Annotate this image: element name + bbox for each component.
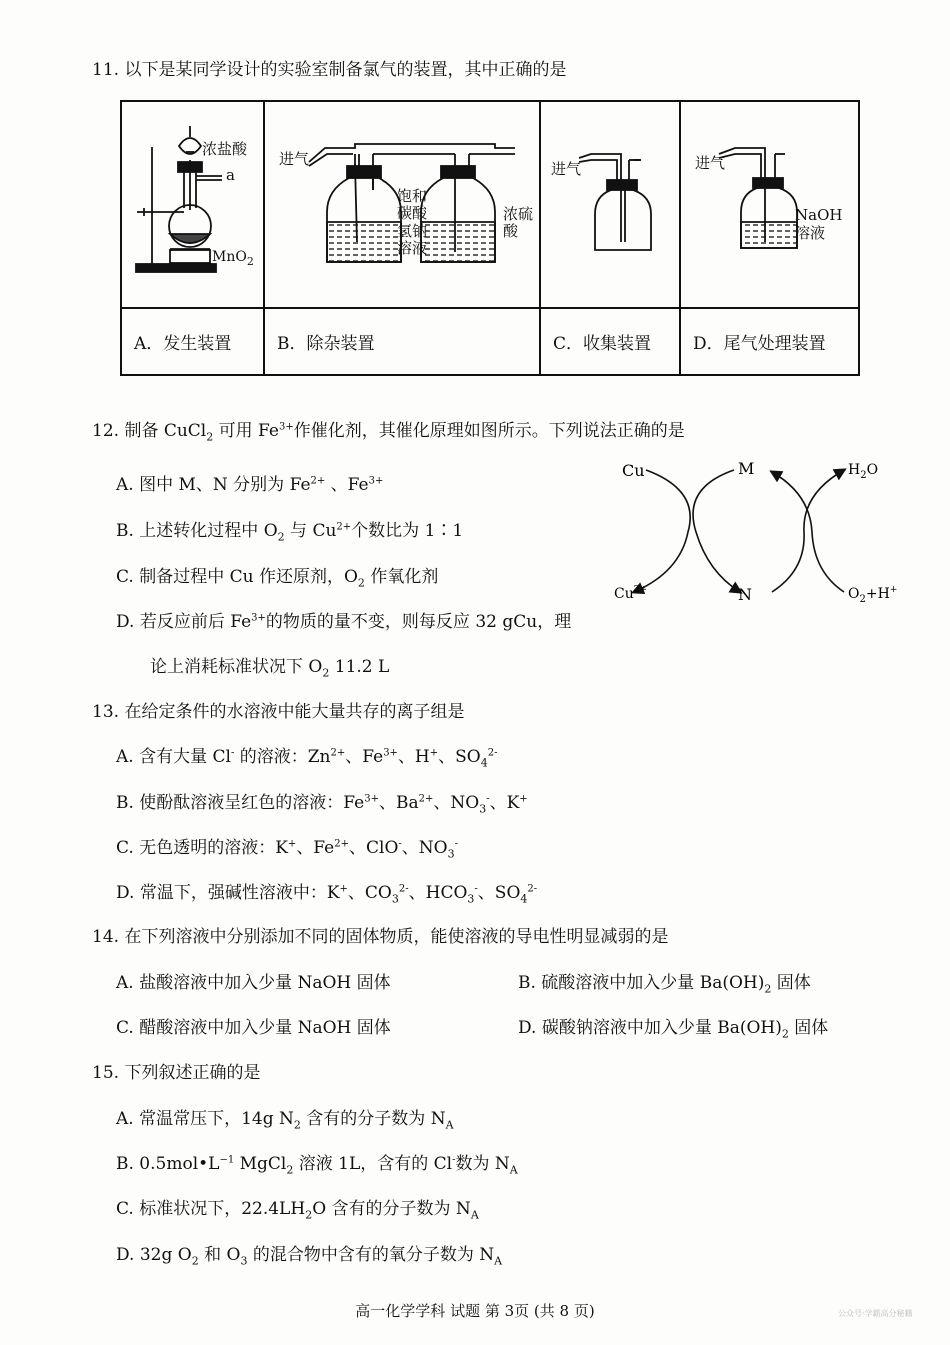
q14-option-c: C. 醋酸溶液中加入少量 NaOH 固体 xyxy=(116,1018,391,1038)
o2-h-label: $O_2+H^+$ xyxy=(848,585,898,605)
naoh-solution-label: NaOH 溶液 xyxy=(795,206,843,242)
c-inlet-label: 进气 xyxy=(551,160,582,178)
q15-option-a: A. 常温常压下，14g $N_2$ 含有的分子数为 $N_A$ xyxy=(116,1109,454,1132)
q12-option-c: C. 制备过程中 Cu 作还原剂，$O_2$ 作氧化剂 xyxy=(116,567,439,590)
apparatus-b-cell xyxy=(264,101,540,308)
q14-option-a: A. 盐酸溶液中加入少量 NaOH 固体 xyxy=(116,973,391,993)
q12-option-a: A. 图中 M、N 分别为 $Fe^{2+}$ 、$Fe^{3+}$ xyxy=(116,475,384,495)
q14-option-b: B. 硫酸溶液中加入少量 $Ba(OH)_2$ 固体 xyxy=(518,973,811,996)
apparatus-a-cell xyxy=(121,101,264,308)
catalytic-cycle-diagram xyxy=(612,452,902,612)
q11-apparatus-table xyxy=(120,100,860,376)
page-footer: 高一化学学科 试题 第 3页 (共 8 页) xyxy=(355,1302,595,1320)
q13-option-d: D. 常温下，强碱性溶液中：K+、$CO_3^{2-}$、$HCO_3^-$、$SO_4^{2-}$ xyxy=(116,883,538,906)
m-label: M xyxy=(738,459,755,478)
collection-bottle-icon xyxy=(541,102,681,307)
caption-d: D．尾气处理装置 xyxy=(680,308,859,375)
b-inlet-label: 进气 xyxy=(279,150,310,168)
conc-h2so4-label: 浓硫 酸 xyxy=(503,205,534,241)
h2o-label: $H_2O$ xyxy=(848,462,879,481)
port-a-label: a xyxy=(226,166,235,184)
generator-apparatus-icon xyxy=(122,102,265,307)
caption-b: B．除杂装置 xyxy=(264,308,540,375)
q12-option-b: B. 上述转化过程中 $O_2$ 与 $Cu^{2+}$个数比为 1∶1 xyxy=(116,521,464,544)
nahco3-solution-label: 饱和 碳酸 氢钠 溶液 xyxy=(397,187,428,257)
q13-stem: 13. 在给定条件的水溶液中能大量共存的离子组是 xyxy=(92,702,465,722)
watermark: 公众号·学霸高分秘籍 xyxy=(838,1309,913,1318)
cu-label: Cu xyxy=(622,461,645,480)
conc-hcl-label: 浓盐酸 xyxy=(202,140,248,158)
mno2-label: MnO$_2$ xyxy=(212,249,254,268)
q13-option-a: A. 含有大量 Cl- 的溶液：$Zn^{2+}$、$Fe^{3+}$、H+、$SO_4^{2-}$ xyxy=(116,747,498,770)
tail-gas-bottle-icon xyxy=(681,102,860,307)
caption-c: C．收集装置 xyxy=(540,308,680,375)
n-label: N xyxy=(738,585,752,604)
apparatus-c-cell xyxy=(540,101,680,308)
q12-stem: 12. 制备 CuCl$_2$ 可用 $Fe^{3+}$作催化剂，其催化原理如图所示。下列说法正确的是 xyxy=(92,421,685,444)
cu2-label: $Cu^{2+}$ xyxy=(614,585,648,602)
q12-option-d-cont: 论上消耗标准状况下 $O_2$ 11.2 L xyxy=(150,657,390,680)
q15-option-d: D. 32g $O_2$ 和 $O_3$ 的混合物中含有的氧分子数为 $N_A$ xyxy=(116,1245,503,1268)
q14-option-d: D. 碳酸钠溶液中加入少量 $Ba(OH)_2$ 固体 xyxy=(518,1018,829,1041)
q13-option-c: C. 无色透明的溶液：K+、$Fe^{2+}$、ClO-、$NO_3^-$ xyxy=(116,838,458,861)
q15-option-c: C. 标准状况下，$22.4LH_2O$ 含有的分子数为 $N_A$ xyxy=(116,1199,479,1222)
q11-stem: 11. 以下是某同学设计的实验室制备氯气的装置，其中正确的是 xyxy=(92,60,567,80)
d-inlet-label: 进气 xyxy=(695,154,726,172)
q15-stem: 15. 下列叙述正确的是 xyxy=(92,1063,261,1083)
q13-option-b: B. 使酚酞溶液呈红色的溶液：$Fe^{3+}$、$Ba^{2+}$、$NO_3^-$、K+ xyxy=(116,793,528,816)
apparatus-d-cell xyxy=(680,101,859,308)
caption-a: A．发生装置 xyxy=(121,308,264,375)
q14-stem: 14. 在下列溶液中分别添加不同的固体物质，能使溶液的导电性明显减弱的是 xyxy=(92,927,669,947)
q12-option-d: D. 若反应前后 $Fe^{3+}$的物质的量不变，则每反应 32 gCu，理 xyxy=(116,612,572,632)
q15-option-b: B. $0.5mol•L^{-1}$ MgCl$_2$ 溶液 1L，含有的 Cl-数为 $N_A$ xyxy=(116,1154,518,1177)
